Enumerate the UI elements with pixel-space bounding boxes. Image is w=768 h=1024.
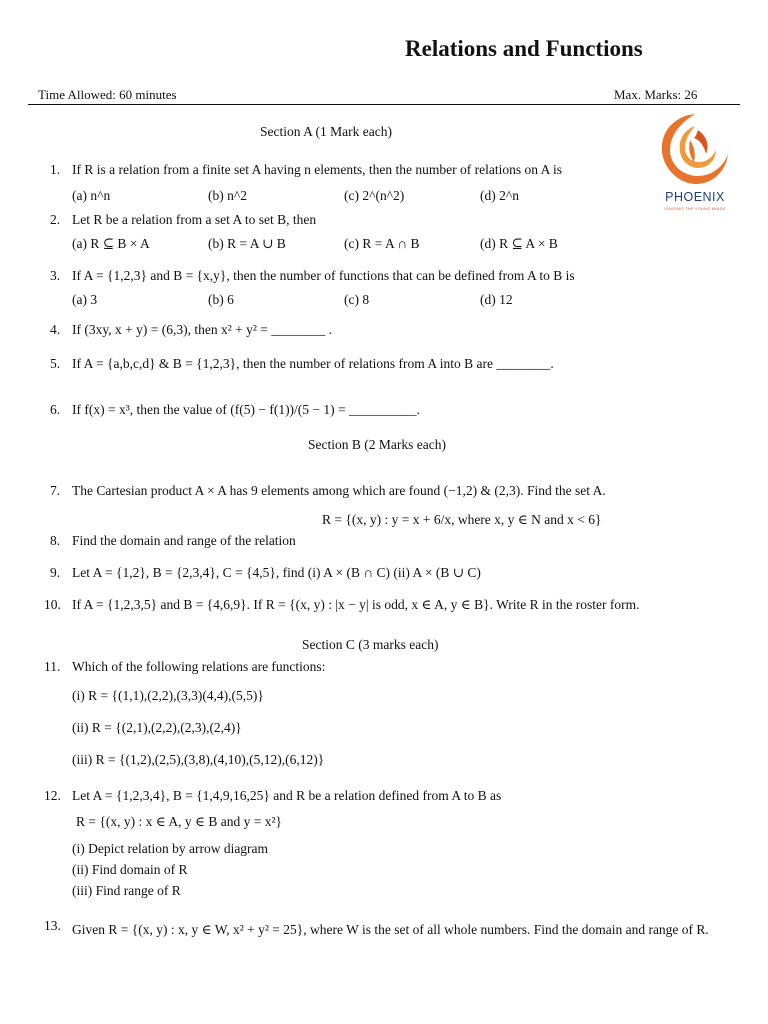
q1-text: If R is a relation from a finite set A having n elements, then the number of relations on A is	[72, 162, 563, 177]
q3-option-b: (b) 6	[208, 292, 234, 307]
time-allowed: Time Allowed: 60 minutes	[38, 87, 177, 102]
q3-option-a: (a) 3	[72, 292, 98, 307]
q5-text: If A = {a,b,c,d} & B = {1,2,3}, then the number of relations from A into B are ________.	[72, 356, 554, 371]
section-c-heading: Section C (3 marks each)	[302, 637, 439, 652]
logo-name: PHOENIX	[665, 190, 725, 204]
q11-item-ii: (ii) R = {(2,1),(2,2),(2,3),(2,4)}	[72, 720, 242, 735]
q3-option-d: (d) 12	[480, 292, 513, 307]
q10-text: If A = {1,2,3,5} and B = {4,6,9}. If R = {(x, y) : |x − y| is odd, x ∈ A, y ∈ B}. Write R in the roster form.	[72, 597, 640, 612]
q8-number: 8.	[50, 533, 61, 548]
q4-text: If (3xy, x + y) = (6,3), then x² + y² = ________ .	[72, 322, 333, 337]
q2-option-b: (b) R = A ∪ B	[208, 236, 286, 251]
q6-text: If f(x) = x³, then the value of (f(5) − f(1))/(5 − 1) = __________.	[72, 402, 420, 417]
q1-option-b: (b) n^2	[208, 188, 247, 203]
max-marks: Max. Marks: 26	[614, 87, 698, 102]
logo-tagline: IGNITING THE YOUNG MINDS	[664, 206, 726, 211]
q8-relation-formula: R = {(x, y) : y = x + 6/x, where x, y ∈ N and x < 6}	[322, 512, 602, 527]
q10-number: 10.	[44, 597, 61, 612]
q11-text: Which of the following relations are functions:	[72, 659, 326, 674]
q7-number: 7.	[50, 483, 61, 498]
q2-option-c: (c) R = A ∩ B	[344, 236, 420, 251]
section-b-heading: Section B (2 Marks each)	[308, 437, 446, 452]
q8-text: Find the domain and range of the relation	[72, 533, 296, 548]
q11-number: 11.	[44, 659, 61, 674]
q2-option-d: (d) R ⊆ A × B	[480, 236, 558, 251]
q9-text: Let A = {1,2}, B = {2,3,4}, C = {4,5}, find (i) A × (B ∩ C) (ii) A × (B ∪ C)	[72, 565, 481, 580]
page-title: Relations and Functions	[405, 36, 643, 61]
q3-text: If A = {1,2,3} and B = {x,y}, then the number of functions that can be defined from A to B is	[72, 268, 575, 283]
q9-number: 9.	[50, 565, 61, 580]
q1-option-c: (c) 2^(n^2)	[344, 188, 405, 203]
q3-option-c: (c) 8	[344, 292, 370, 307]
q2-number: 2.	[50, 212, 61, 227]
q12-number: 12.	[44, 788, 61, 803]
q13-text: Given R = {(x, y) : x, y ∈ W, x² + y² = 25}, where W is the set of all whole numbers. Find the domain and range of R.	[72, 922, 709, 937]
q11-item-i: (i) R = {(1,1),(2,2),(3,3)(4,4),(5,5)}	[72, 688, 264, 703]
q3-number: 3.	[50, 268, 61, 283]
q11-item-iii: (iii) R = {(1,2),(2,5),(3,8),(4,10),(5,12),(6,12)}	[72, 752, 325, 767]
header-divider	[28, 104, 740, 105]
q1-option-a: (a) n^n	[72, 188, 111, 203]
q5-number: 5.	[50, 356, 61, 371]
q2-text: Let R be a relation from a set A to set B, then	[72, 212, 317, 227]
q12-item-ii: (ii) Find domain of R	[72, 862, 188, 877]
q12-text: Let A = {1,2,3,4}, B = {1,4,9,16,25} and R be a relation defined from A to B as	[72, 788, 502, 803]
q12-item-i: (i) Depict relation by arrow diagram	[72, 841, 269, 856]
q12-item-iii: (iii) Find range of R	[72, 883, 181, 898]
phoenix-logo	[654, 110, 736, 214]
q4-number: 4.	[50, 322, 61, 337]
section-a-heading: Section A (1 Mark each)	[260, 124, 392, 139]
q7-text: The Cartesian product A × A has 9 elements among which are found (−1,2) & (2,3). Find the set A.	[72, 483, 606, 498]
q1-option-d: (d) 2^n	[480, 188, 519, 203]
q12-formula: R = {(x, y) : x ∈ A, y ∈ B and y = x²}	[76, 814, 282, 829]
q2-option-a: (a) R ⊆ B × A	[72, 236, 150, 251]
q6-number: 6.	[50, 402, 61, 417]
q13-number: 13.	[44, 918, 61, 933]
phoenix-flame-icon	[654, 110, 736, 190]
q1-number: 1.	[50, 162, 61, 177]
